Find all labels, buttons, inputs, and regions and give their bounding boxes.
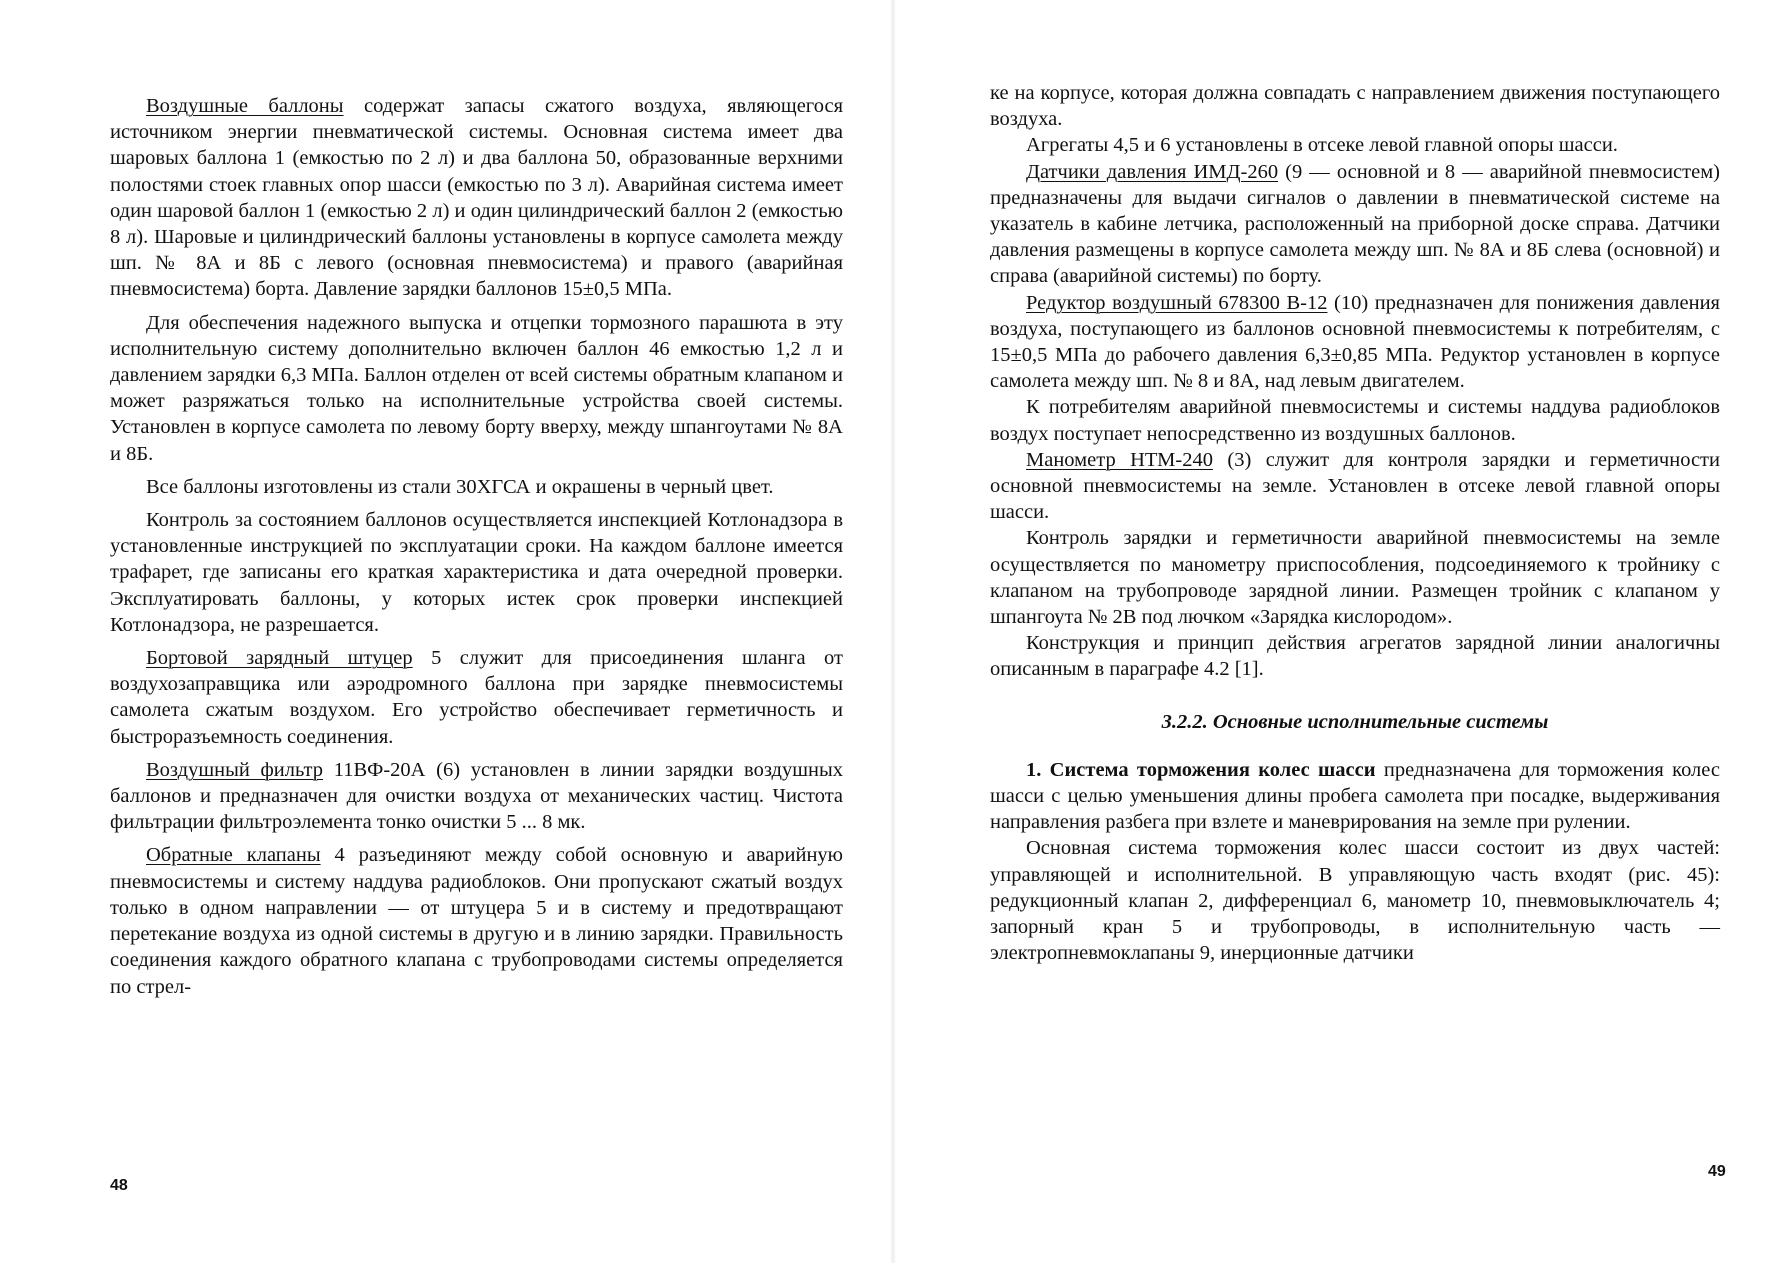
paragraph-air-filter: Воздушный фильтр 11ВФ-20А (6) установлен в линии зарядки воздушных баллонов и предназначен для очистки воздуха от механических частиц. Чистота фильтрации фильтроэлемента тонко очистки 5 ... 8 мк. — [110, 758, 844, 834]
paragraph-air-cylinders: Воздушные баллоны содержат запасы сжатого воздуха, являющегося источником энергии пневматической системы. Основная система имеет два шаровых баллона 1 (емкостью по 2 л) и два баллона 50, образованные верхними полостями стоек главных опор шасси (емкостью по 3 л). Аварийная система имеет один шаровой баллон 1 (емкостью 2 л) и один цилиндрический баллон 2 (емкостью 8 л). Шаровые и цилиндрический баллоны установлены в корпусе самолета между шп. № 8А и 8Б с левого (основная пневмосистема) и правого (аварийная пневмосистема) борта. Давление зарядки баллонов 15±0,5 МПа. — [110, 95, 843, 301]
paragraph-emergency-consumers: К потребителям аварийной пневмосистемы и системы наддува радиоблоков воздух поступает непосредственно из воздушных баллонов. — [990, 396, 1720, 445]
paragraph-pressure-sensors: Датчики давления ИМД-260 (9 — основной и 8 — аварийной пневмосистем) предназначены для выдачи сигналов о давлении в пневматической системе на указатель в кабине летчика, расположенный на приборной доске справа. Датчики давления размещены в корпусе самолета между шп. № 8А и 8Б слева (основной) и справа (аварийной системы) по борту. — [990, 160, 1720, 288]
section-heading: 3.2.2. Основные исполнительные системы — [1161, 710, 1549, 733]
right-page — [893, 0, 1787, 1263]
paragraph-manometer: Манометр НТМ-240 (3) служит для контроля зарядки и герметичности основной пневмосистемы на земле. Установлен в отсеке левой главной опоры шасси. — [990, 448, 1720, 524]
term-air-cylinders: Воздушные баллоны — [146, 95, 344, 117]
term-braking-system: 1. Система торможения колес шасси — [1026, 758, 1376, 781]
page-number-left: 48 — [110, 1177, 128, 1194]
paragraph-charging-line-design: Конструкция и принцип действия агрегатов зарядной линии аналогичны описанным в параграфе 4.2 [1]. — [990, 632, 1720, 681]
term-pressure-sensors: Датчики давления ИМД-260 — [1026, 160, 1279, 183]
paragraph-cylinder-inspection: Контроль за состоянием баллонов осуществляется инспекцией Котлонадзора в установленные инструкцией по эксплуатации сроки. На каждом баллоне имеется трафарет, где записаны его краткая характеристика и дата очередной проверки. Эксплуатировать баллоны, у которых истек срок проверки инспекцией Котлонадзора, не разрешается. — [110, 509, 843, 636]
right-page-text — [990, 80, 1720, 967]
left-page-text — [110, 93, 843, 1007]
term-air-reducer: Редуктор воздушный 678300 В-12 — [1026, 291, 1328, 314]
term-air-filter: Воздушный фильтр — [146, 758, 324, 781]
paragraph-air-reducer: Редуктор воздушный 678300 В-12 (10) предназначен для понижения давления воздуха, поступающего из баллонов основной пневмосистемы к потребителям, с 15±0,5 МПа до рабочего давления 6,3±0,85 МПа. Редуктор установлен в корпусе самолета между шп. № 8 и 8А, над левым двигателем. — [990, 291, 1720, 393]
paragraph-braking-composition: Основная система торможения колес шасси состоит из двух частей: управляющей и исполнительной. В управляющую часть входят (рис. 45): редукционный клапан 2, дифференциал 6, манометр 10, пневмовыключатель 4; запорный кран 5 и трубопроводы, в исполнительную часть — электропневмоклапаны 9, инерционные датчики — [990, 837, 1720, 965]
paragraph-charging-fitting: Бортовой зарядный штуцер 5 служит для присоединения шланга от воздухозаправщика или аэродромного баллона при зарядке пневмосистемы самолета сжатым воздухом. Его устройство обеспечивает герметичность и быстроразъемность соединения. — [110, 647, 843, 748]
paragraph-parachute-cylinder: Для обеспечения надежного выпуска и отцепки тормозного парашюта в эту исполнительную систему дополнительно включен баллон 46 емкостью 1,2 л и давлением зарядки 6,3 МПа. Баллон отделен от всей системы обратным клапаном и может разряжаться только на исполнительные устройства своей системы. Установлен в корпусе самолета по левому борту вверху, между шпангоутами № 8А и 8Б. — [110, 311, 843, 465]
paragraph-continuation: ке на корпусе, которая должна совпадать с направлением движения поступающего воздуха. — [990, 82, 1720, 131]
paragraph-check-valves: Обратные клапаны 4 разъединяют между собой основную и аварийную пневмосистемы и систему наддува радиоблоков. Они пропускают сжатый воздух только в одном направлении — от штуцера 5 и в систему и предотвращают перетекание воздуха из одной системы в другую и в линию зарядки. Правильность соединения каждого обратного клапана с трубопроводами системы определяется по стрел- — [110, 844, 843, 998]
term-check-valves: Обратные клапаны — [146, 844, 321, 867]
left-page — [0, 0, 893, 1263]
paragraph-cylinder-material: Все баллоны изготовлены из стали 30ХГСА и окрашены в черный цвет. — [146, 475, 774, 498]
paragraph-units-location: Агрегаты 4,5 и 6 установлены в отсеке левой главной опоры шасси. — [1026, 134, 1618, 157]
term-charging-fitting: Бортовой зарядный штуцер — [146, 647, 413, 670]
term-manometer: Манометр НТМ-240 — [1026, 448, 1213, 471]
paragraph-braking-system: 1. Система торможения колес шасси предназначена для торможения колес шасси с целью уменьшения длины пробега самолета при посадке, выдерживания направления разбега при взлете и маневрирования на земле при рулении. — [990, 758, 1720, 834]
paragraph-emergency-charging-control: Контроль зарядки и герметичности аварийной пневмосистемы на земле осуществляется по манометру приспособления, подсоединяемого к тройнику с клапаном на трубопроводе зарядной линии. Размещен тройник с клапаном у шпангоута № 2В под лючком «Зарядка кислородом». — [990, 527, 1720, 629]
page-number-right: 49 — [1708, 1163, 1726, 1180]
